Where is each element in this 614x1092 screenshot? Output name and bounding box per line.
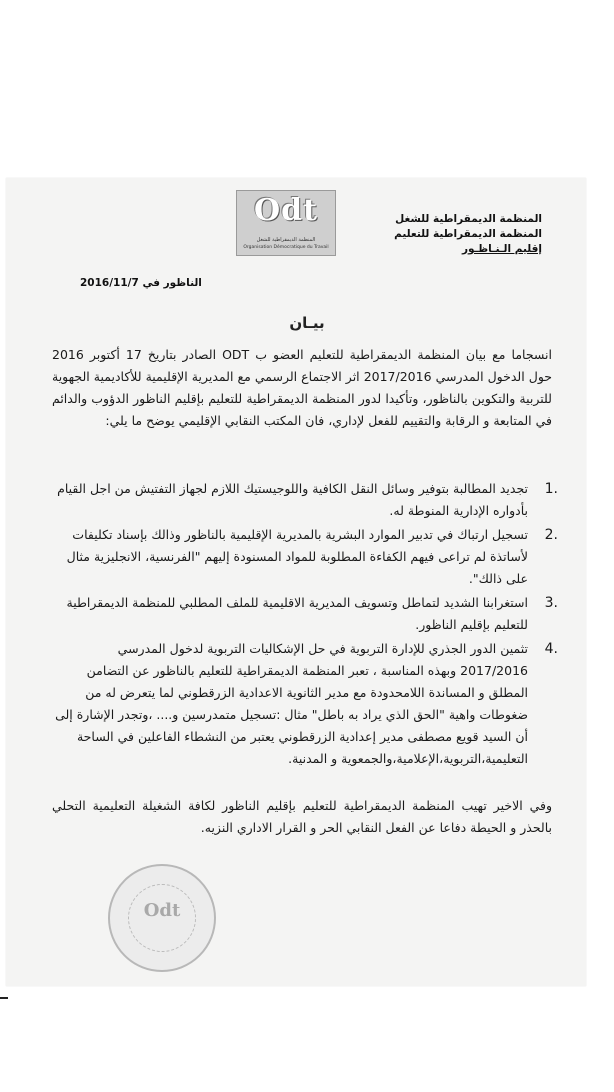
intro-text: انسجاما مع بيان المنظمة الديمقراطية للتعليم العضو ب ODT الصادر بتاريخ 17 أكتوبر 2016 حول الدخول المدرسي 2017/2016 اثر الاجتماع الرسمي مع المديرية الإقليمية للأكاديمية الجهوية للتربية والتكوين بالناظور، وتأكيدا لدور المنظمة الديمقراطية للتعليم بإقليم الناظور الدؤوب والدائم في المتابعة و الرقابة والتقييم للفعل لإداري، فان المكتب النقابي الإقليمي يوضح ما يلي: — [52, 347, 553, 428]
list-item — [52, 524, 558, 590]
item-number: 4. — [544, 641, 558, 657]
logo-subtitle-fr: Organisation Démocratique du Travail — [243, 245, 329, 250]
item-number: 3. — [544, 595, 558, 611]
document-title: بيـان — [289, 314, 325, 332]
scan-edge-mark — [0, 997, 8, 999]
logo-subtitle — [241, 237, 331, 251]
org-line-1: المنظمة الديمقراطية للشغل — [395, 213, 542, 225]
item-text: تجديد المطالبة بتوفير وسائل النقل الكافية واللوجيستيك اللازم لجهاز التفتيش من اجل القيام بأدواره الإدارية المنوطة له. — [57, 481, 528, 518]
org-line-3: إقليم الـنـاظـور — [462, 243, 542, 255]
logo-subtitle-ar: المنظمة الديمقراطية للشغل — [256, 237, 316, 243]
closing-paragraph — [52, 795, 552, 839]
list-item — [52, 478, 558, 522]
closing-text: وفي الاخير تهيب المنظمة الديمقراطية للتعليم بإقليم الناظور لكافة الشغيلة التعليمية التحلي بالحذر و الحيطة دفاعا عن الفعل النقابي الحر و القرار الاداري النزيه. — [52, 798, 552, 835]
intro-paragraph — [52, 344, 552, 432]
item-number: 1. — [544, 481, 558, 497]
letterhead — [352, 212, 542, 257]
list-item — [52, 592, 558, 636]
list-item — [52, 638, 558, 770]
date-value: 2016/11/7 — [80, 277, 139, 289]
item-text: استغرابنا الشديد لتماطل وتسويف المديرية الاقليمية للملف المطلبي للمنظمة الديمقراطية للتعليم بإقليم الناظور. — [66, 595, 528, 632]
date-prefix: الناظور في — [142, 277, 202, 289]
item-text: تثمين الدور الجذري للإدارة التربوية في حل الإشكاليات التربوية لدخول المدرسي 2017/2016 وبهذه المناسبة ، تعبر المنظمة الديمقراطية للتعليم بالناظور عن التضامن المطلق و المساندة اللامحدودة مع مدير الثانوية الاعدادية الزرقطوني لما يتعرض له من ضغوطات واهية "الحق الذي يراد به باطل" مثال :تسجيل متمدرسين و.... ،وتجدر الإشارة إلى أن السيد قويع مصطفى مدير إعدادية الزرقطوني يعتبر من النشطاء الفاعلين في الساحة التعليمية،التربوية،الإعلامية،والجمعوية و المدنية. — [55, 641, 528, 766]
odt-logo — [236, 190, 336, 256]
date-line — [80, 277, 220, 289]
org-line-2: المنظمة الديمقراطية للتعليم — [394, 228, 542, 240]
statement-list — [52, 478, 558, 772]
item-number: 2. — [544, 527, 558, 543]
stamp-text: Odt — [143, 900, 181, 921]
logo-text: Odt — [254, 193, 318, 228]
organization-stamp — [108, 864, 216, 972]
item-text: تسجيل ارتباك في تدبير الموارد البشرية بالمديرية الإقليمية بالناظور وذالك بإسناد تكليفات لأساتذة لم تراعى فيهم الكفاءة المطلوبة للمواد المسنودة إليهم "الفرنسية، الانجليزية مثال على ذالك". — [66, 527, 528, 586]
